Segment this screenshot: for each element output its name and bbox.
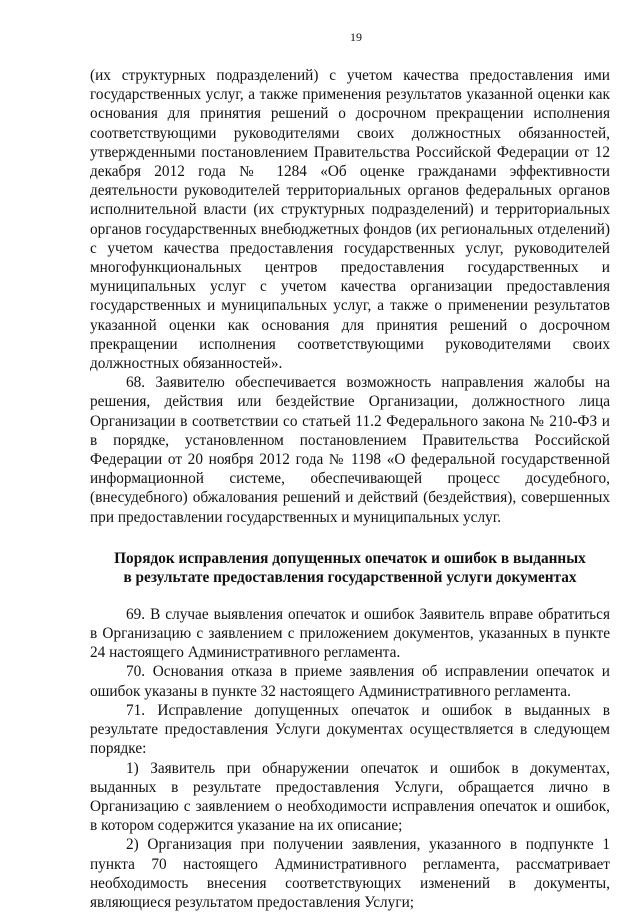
- paragraph-continuation: (их структурных подразделений) с учетом качества предоставления ими государственных услуг, а также применения результатов указанной оценки как основания для принятия решений о досрочном прекращении исполнения соответствующими руководителями своих должностных обязанностей, утвержденными постановлением Правительства Российской Федерации от 12 декабря 2012 года № 1284 «Об оценке гражданами эффективности деятельности руководителей территориальных органов федеральных органов исполнительной власти (их структурных подразделений) и территориальных органов государственных внебюджетных фондов (их региональных отделений) с учетом качества предоставления государственных услуг, руководителей многофункциональных центров предоставления государственных и муниципальных услуг с учетом качества организации предоставления государственных и муниципальных услуг, а также о применении результатов указанной оценки как основания для принятия решений о досрочном прекращении исполнения соответствующими руководителями своих должностных обязанностей».: [90, 67, 610, 373]
- paragraph-70: 70. Основания отказа в приеме заявления об исправлении опечаток и ошибок указаны в пункте 32 настоящего Административного регламента.: [90, 663, 610, 700]
- paragraph-71-item-1: 1) Заявитель при обнаружении опечаток и ошибок в документах, выданных в результате предоставления Услуги, обращается лично в Организацию с заявлением о необходимости исправления опечаток и ошибок, в котором содержится указание на их описание;: [90, 759, 610, 835]
- document-page: [90, 30, 610, 912]
- section-heading-line-2: в результате предоставления государственной услуги документах: [123, 568, 577, 586]
- paragraph-68: 68. Заявителю обеспечивается возможность направления жалобы на решения, действия или бездействие Организации, должностного лица Организации в соответствии со статьей 11.2 Федерального закона № 210-ФЗ и в порядке, установленном постановлением Правительства Российской Федерации от 20 ноября 2012 года № 1198 «О федеральной государственной информационной системе, обеспечивающей процесс досудебного, (внесудебного) обжалования решений и действий (бездействия), совершенных при предоставлении государственных и муниципальных услуг.: [90, 374, 610, 526]
- section-heading-line-1: Порядок исправления допущенных опечаток и ошибок в выданных: [114, 549, 586, 567]
- page-number: 19: [350, 30, 362, 44]
- paragraph-71: 71. Исправление допущенных опечаток и ошибок в выданных в результате предоставления Услуги документах осуществляется в следующем порядке:: [90, 701, 610, 758]
- paragraph-71-item-2: 2) Организация при получении заявления, указанного в подпункте 1 пункта 70 настоящего Административного регламента, рассматривает необходимость внесения соответствующих изменений в документы, являющиеся результатом предоставления Услуги;: [90, 836, 610, 911]
- paragraph-69: 69. В случае выявления опечаток и ошибок Заявитель вправе обратиться в Организацию с заявлением с приложением документов, указанных в пункте 24 настоящего Административного регламента.: [90, 605, 610, 662]
- section-heading: [90, 549, 610, 587]
